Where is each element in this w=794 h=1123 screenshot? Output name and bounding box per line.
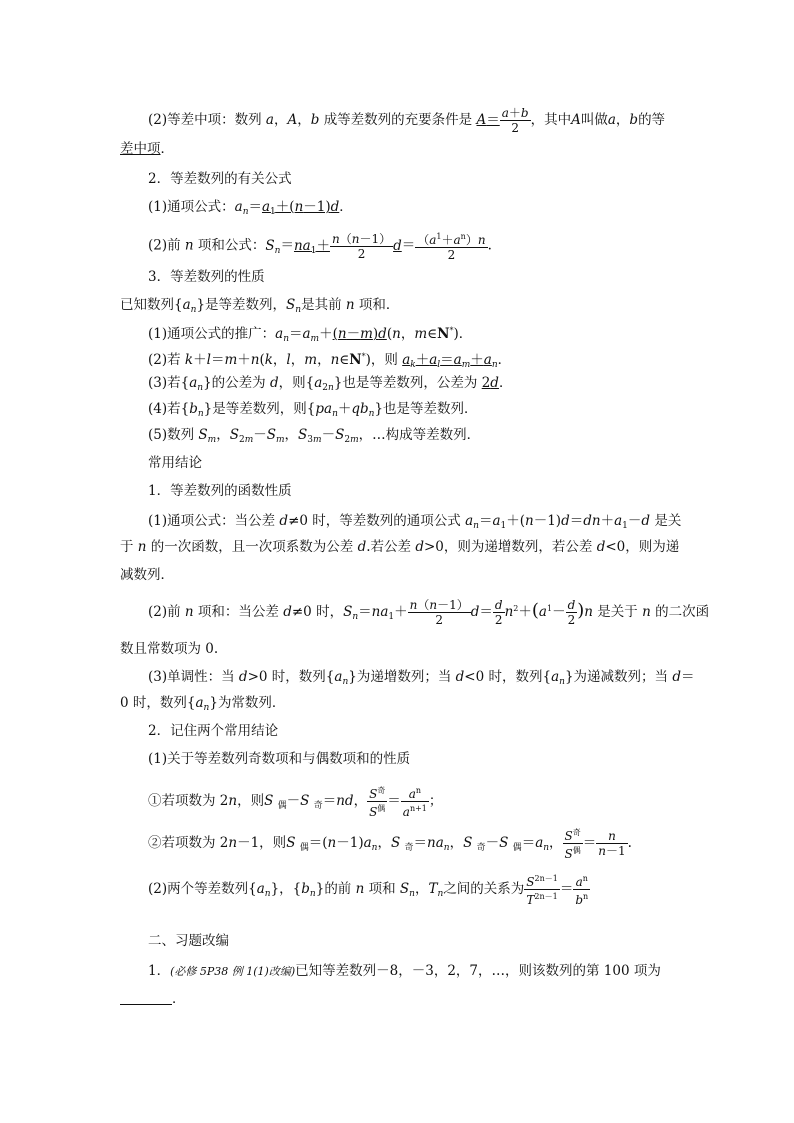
line-arith-mean: (2)等差中项：数列 a，A，b 成等差数列的充要条件是 A＝ $\frac{a+b}{2}$ ，其中A叫做a，b的等 xyxy=(148,106,666,135)
line-general-term: (1)通项公式：$a_n=a_1+(n-1)d$． xyxy=(148,199,353,217)
heading-function-props: 1．等差数列的函数性质 xyxy=(148,483,292,499)
line-prop-4: (4)若$\{b_n\}$是等差数列，则$\{pa_n+qb_n\}$也是等差数列． xyxy=(148,401,478,419)
heading-common-conclusions: 常用结论 xyxy=(148,455,202,471)
line-prop-5: (5)数列 $S_m$，$S_{2m}-S_m$，$S_{3m}-S_{2m}$，…构成等差数列． xyxy=(148,427,481,445)
line-func-2-cont: 数且常数项为 0. xyxy=(120,641,219,657)
exercise-1: 1．(必修 5P38 例 1(1)改编)已知等差数列－8，－3，2，7，…，则该数列的第 100 项为 xyxy=(148,963,661,979)
line-prop-2: (2)若 k＋l＝m＋n(k，l，m，n∈N*)，则 $a_k+a_l=a_m+a_n$． xyxy=(148,352,512,370)
line-prop-3: (3)若$\{a_n\}$的公差为 d，则$\{a_{2n}\}$也是等差数列，公差为 2d． xyxy=(148,375,513,393)
heading-exercises: 二、习题改编 xyxy=(148,933,229,949)
heading-properties: 3．等差数列的性质 xyxy=(148,269,265,285)
line-odd-even: (1)关于等差数列奇数项和与偶数项和的性质 xyxy=(148,751,411,767)
line-func-2: (2)前 n 项和：当公差 d≠0 时，$S_n=na_1+$ $\frac{n(n-1)}{2}$ d＝ $\frac{d}{2}$ $n^2+(a^1-$ $\frac{d}{2}$ )n 是关于 n 的二次函 xyxy=(148,598,710,627)
line-func-3-cont: 0 时，数列$\{a_n\}$为常数列． xyxy=(120,695,286,713)
heading-formulas: 2．等差数列的有关公式 xyxy=(148,171,292,187)
line-func-1-cont: 于 n 的一次函数，且一次项系数为公差 d.若公差 d>0，则为递增数列，若公差 d<0，则为递 xyxy=(120,539,680,555)
line-two-sequences: (2)两个等差数列$\{a_n\}$，$\{b_n\}$的前 n 项和 $S_n$，$T_n$之间的关系为 $\frac{S^{2n-1}}{T^{2n-1}}$ ＝ $\frac{a^n}{b^n}$ xyxy=(148,874,589,907)
line-func-3: (3)单调性：当 d>0 时，数列$\{a_n\}$为递增数列；当 d<0 时，数列$\{a_n\}$为递减数列；当 d＝ xyxy=(148,669,695,687)
answer-blank[interactable] xyxy=(120,992,172,1005)
line-sum-formula: (2)前 n 项和公式：$S_n=na_1+$ $\frac{n(n-1)}{2}$ d＝ $\frac{(a^1+a^n)n}{2}$ . xyxy=(148,231,492,262)
line-prop-1: (1)通项公式的推广：$a_n=a_m+(n-m)d(n$，m∈N*)． xyxy=(148,326,473,344)
line-given: 已知数列$\{a_n\}$是等差数列，$S_n$是其前 n 项和． xyxy=(120,297,400,315)
line-func-1-end: 减数列． xyxy=(120,567,174,583)
line-arith-mean-cont: 差中项． xyxy=(120,141,174,157)
heading-two-conclusions: 2．记住两个常用结论 xyxy=(148,723,279,739)
line-func-1: (1)通项公式：当公差 d≠0 时，等差数列的通项公式 $a_n=a_1+(n-1)d=dn+a_1-d$ 是关 xyxy=(148,513,682,531)
line-odd-count: ②若项数为 2n－1，则S $_偶=(n-1)a_n$，S $_奇=na_n$，S $_奇$－S $_偶=a_n$， $\frac{S^奇}{S^偶}$ ＝ $\frac{n}{n-1}$ . xyxy=(148,828,632,861)
exercise-1-answer-line: ． xyxy=(120,990,186,1008)
line-even-count: ①若项数为 2n，则S $_偶$－S $_奇$＝nd， $\frac{S^奇}{S^偶}$ ＝ $\frac{a^n}{a^{n+1}}$ ； xyxy=(148,786,443,819)
